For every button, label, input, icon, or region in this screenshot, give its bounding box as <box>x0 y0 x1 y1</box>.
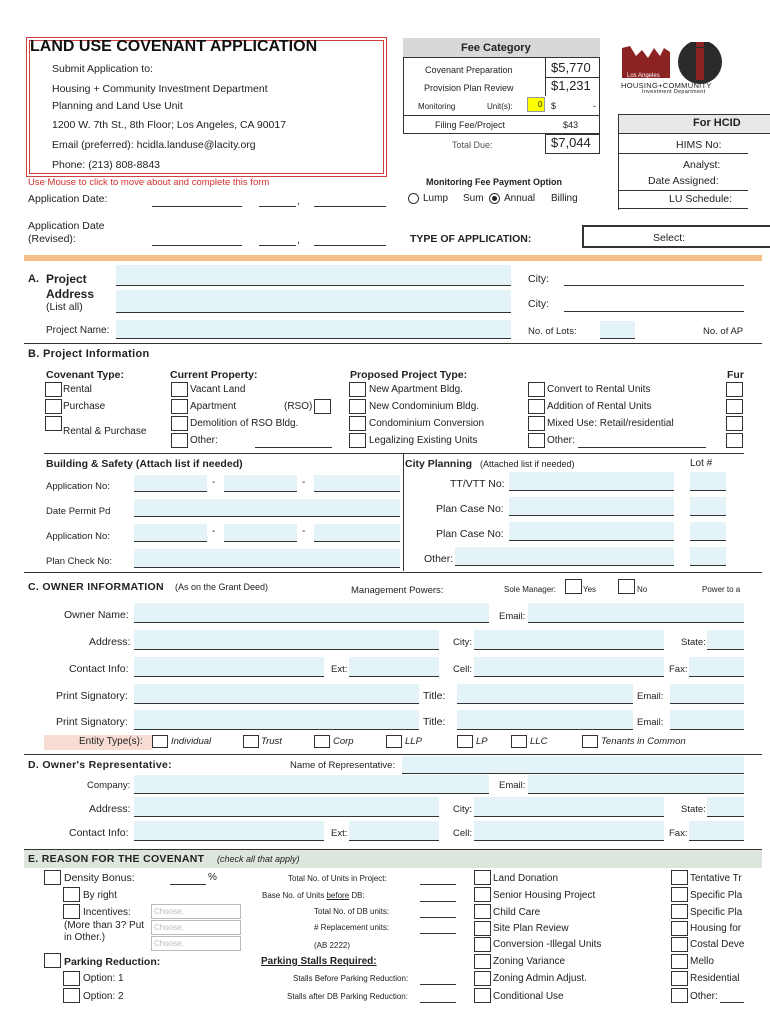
type-of-app-label: TYPE OF APPLICATION: <box>410 233 532 245</box>
other-property-field[interactable] <box>255 447 332 448</box>
rep-cell-label: Cell: <box>453 828 473 839</box>
housing-for-label: Housing for <box>690 923 742 934</box>
rep-company-label: Company: <box>87 780 131 791</box>
parking-stalls-label: Parking Stalls Required: <box>261 956 377 967</box>
residential-label: Residential <box>690 973 740 984</box>
provision-review-label: Provision Plan Review <box>424 83 514 93</box>
mouse-hint: Use Mouse to click to move about and complete this form <box>28 177 270 188</box>
ttvtt-field[interactable] <box>509 472 674 491</box>
signatory-email-label-2: Email: <box>637 717 664 728</box>
radio-annual-billing[interactable] <box>489 193 500 204</box>
monitoring-dollar: $ <box>551 101 557 111</box>
date-assigned-label: Date Assigned: <box>648 175 719 187</box>
conversion-checkbox[interactable] <box>474 937 491 952</box>
hcid-panel-title: For HCID <box>693 117 741 129</box>
section-c-title: C. OWNER INFORMATION <box>28 581 164 593</box>
specific2-label: Specific Pla <box>690 907 743 918</box>
other-property-label: Other: <box>190 435 218 446</box>
rep-contact-field[interactable] <box>134 821 324 841</box>
owner-city-field[interactable] <box>474 630 664 650</box>
specific1-checkbox[interactable] <box>671 887 688 902</box>
rep-ext-label: Ext: <box>331 828 348 839</box>
owner-email-label: Email: <box>499 611 526 622</box>
section-a-list-all: (List all) <box>46 301 83 313</box>
specific1-label: Specific Pla <box>690 890 743 901</box>
senior-label: Senior Housing Project <box>493 890 596 901</box>
logo-line-1: Los Angeles <box>627 73 660 79</box>
section-b-title: B. Project Information <box>28 348 150 360</box>
rep-cell-field[interactable] <box>474 821 664 841</box>
section-e-subtitle: (check all that apply) <box>217 854 300 864</box>
base-units-label: Base No. of Units before DB: <box>262 891 365 900</box>
title-label-1: Title: <box>423 690 446 702</box>
plan-case-label: Plan Case No: <box>436 503 504 515</box>
individual-checkbox[interactable] <box>152 735 168 748</box>
conversion-label: Conversion -Illegal Units <box>493 939 602 950</box>
option1-checkbox[interactable] <box>63 971 80 986</box>
owner-address-field[interactable] <box>134 630 439 650</box>
total-units-field[interactable] <box>420 884 456 885</box>
by-right-label: By right <box>83 890 117 901</box>
incentive-select-3-text: Choose. <box>154 939 184 948</box>
incentives-label: Incentives: <box>83 907 131 918</box>
print-signatory-label-1: Print Signatory: <box>56 690 128 702</box>
application-no2-field-c[interactable] <box>314 524 400 542</box>
sole-manager-label: Sole Manager: <box>504 585 557 594</box>
signatory-email-field-2[interactable] <box>670 710 744 730</box>
hcid-line <box>618 153 748 154</box>
rep-state-field[interactable] <box>707 797 744 817</box>
incentive-select-2-text: Choose. <box>154 923 184 932</box>
app-date-field[interactable] <box>314 206 386 207</box>
print-signatory-field-2[interactable] <box>134 710 419 730</box>
lot-field-3[interactable] <box>690 522 726 541</box>
in-other-label: in Other.) <box>64 932 106 943</box>
rental-purchase-checkbox[interactable] <box>45 416 62 431</box>
other-proposed-checkbox[interactable] <box>528 433 545 448</box>
submit-to: Submit Application to: <box>52 63 153 75</box>
name-rep-field[interactable] <box>402 756 744 774</box>
dash: - <box>212 526 216 537</box>
legalizing-checkbox[interactable] <box>349 433 366 448</box>
plan-check-label: Plan Check No: <box>46 556 113 567</box>
other-planning-field[interactable] <box>455 547 674 566</box>
app-date-revised-label-1: Application Date <box>28 220 105 232</box>
more-than-label: (More than 3? Put <box>64 920 145 931</box>
rental-checkbox[interactable] <box>45 382 62 397</box>
covenant-prep-label: Covenant Preparation <box>425 65 513 75</box>
vacant-land-checkbox[interactable] <box>171 382 188 397</box>
new-condo-label: New Condominium Bldg. <box>369 401 480 412</box>
base-units-field[interactable] <box>420 901 456 902</box>
owner-name-field[interactable] <box>134 603 489 623</box>
city-planning-label: City Planning <box>405 458 473 470</box>
title-field-1[interactable] <box>457 684 633 704</box>
trust-checkbox[interactable] <box>243 735 259 748</box>
llc-checkbox[interactable] <box>511 735 527 748</box>
covenant-type-label: Covenant Type: <box>46 369 124 381</box>
app-date-comma: , <box>297 196 300 207</box>
app-date-revised-field[interactable] <box>152 245 242 246</box>
parking-reduction-label: Parking Reduction: <box>64 956 161 968</box>
plan-check-field[interactable] <box>134 549 400 568</box>
type-of-app-select-text: Select: <box>653 232 686 244</box>
section-divider <box>24 343 762 344</box>
mgmt-powers-label: Management Powers: <box>351 585 444 596</box>
hcid-line <box>618 208 748 209</box>
application-no-label: Application No: <box>46 481 110 492</box>
app-date-revised-comma: , <box>297 235 300 246</box>
owner-name-label: Owner Name: <box>64 609 129 621</box>
name-rep-label: Name of Representative: <box>290 760 396 771</box>
application-no-field-a[interactable] <box>134 475 207 492</box>
costal-label: Costal Deve <box>690 939 745 950</box>
section-a-letter: A. <box>28 273 39 285</box>
purchase-checkbox[interactable] <box>45 399 62 414</box>
owner-fax-label: Fax: <box>669 664 688 675</box>
site-plan-label: Site Plan Review <box>493 923 569 934</box>
radio-sum-label: Sum <box>463 193 484 204</box>
section-divider <box>24 572 762 573</box>
demolition-label: Demolition of RSO Bldg. <box>190 418 299 429</box>
date-permit-field[interactable] <box>134 499 400 517</box>
contact-email: Email (preferred): hcidla.landuse@lacity.org <box>52 139 256 151</box>
app-date-revised-field[interactable] <box>314 245 386 246</box>
rental-purchase-label: Rental & Purchase <box>63 426 147 437</box>
project-address-field-2[interactable] <box>116 290 511 313</box>
senior-checkbox[interactable] <box>474 887 491 902</box>
ab-label: (AB 2222) <box>314 941 351 950</box>
app-date-revised-label-2: (Revised): <box>28 233 76 245</box>
costal-checkbox[interactable] <box>671 937 688 952</box>
project-city-field-2[interactable] <box>564 311 744 312</box>
section-b-vertical-divider <box>403 453 404 571</box>
density-bonus-checkbox[interactable] <box>44 870 61 885</box>
specific2-checkbox[interactable] <box>671 904 688 919</box>
cond-use-label: Conditional Use <box>493 991 564 1002</box>
sole-manager-yes-label: Yes <box>583 585 597 594</box>
cond-use-checkbox[interactable] <box>474 988 491 1003</box>
covenant-prep-value: $5,770 <box>551 60 591 75</box>
fur-label: Fur <box>727 369 744 381</box>
apartment-checkbox[interactable] <box>171 399 188 414</box>
by-right-checkbox[interactable] <box>63 887 80 902</box>
application-no2-field-a[interactable] <box>134 524 207 542</box>
ttvtt-label: TT/VTT No: <box>450 478 505 490</box>
entity-types-label: Entity Type(s): <box>79 736 143 747</box>
incentive-select-1-text: Choose. <box>154 907 184 916</box>
rep-email-label: Email: <box>499 780 526 791</box>
rep-city-label: City: <box>453 804 472 815</box>
llc-label: LLC <box>530 736 548 747</box>
units-label: Unit(s): <box>487 102 513 111</box>
dash: - <box>302 526 306 537</box>
rep-company-field[interactable] <box>134 775 489 794</box>
child-care-label: Child Care <box>493 907 541 918</box>
zoning-var-checkbox[interactable] <box>474 954 491 969</box>
other-reason-field[interactable] <box>720 1002 744 1003</box>
rep-address-label: Address: <box>89 803 131 815</box>
no-ap-label: No. of AP <box>703 326 744 337</box>
total-db-field[interactable] <box>420 917 456 918</box>
section-c-subtitle: (As on the Grant Deed) <box>175 582 269 592</box>
contact-phone: Phone: (213) 808-8843 <box>52 159 160 171</box>
sole-manager-yes-checkbox[interactable] <box>565 579 582 594</box>
lu-schedule-label: LU Schedule: <box>669 193 733 205</box>
stalls-before-field[interactable] <box>420 984 456 985</box>
analyst-label: Analyst: <box>683 159 721 171</box>
lp-label: LP <box>476 736 488 747</box>
other-planning-label: Other: <box>424 553 454 565</box>
lot-label: Lot # <box>690 458 713 469</box>
section-e-title: E. REASON FOR THE COVENANT <box>28 853 205 865</box>
date-permit-label: Date Permit Pd <box>46 506 111 517</box>
monitoring-label: Monitoring <box>418 102 456 111</box>
no-lots-field[interactable] <box>600 321 635 339</box>
owner-cell-field[interactable] <box>474 657 664 677</box>
convert-rental-checkbox[interactable] <box>528 382 545 397</box>
fee-category-title: Fee Category <box>461 42 531 54</box>
city-planning-note: (Attached list if needed) <box>480 459 575 469</box>
total-due-label: Total Due: <box>452 140 493 150</box>
vacant-land-label: Vacant Land <box>190 384 246 395</box>
owner-ext-field[interactable] <box>349 657 439 677</box>
new-apartment-label: New Apartment Bldg. <box>369 384 463 395</box>
owner-state-field[interactable] <box>707 630 744 650</box>
rep-ext-field[interactable] <box>349 821 439 841</box>
app-date-label: Application Date: <box>28 193 108 205</box>
sole-manager-no-checkbox[interactable] <box>618 579 635 594</box>
fur-checkbox-2[interactable] <box>726 399 743 414</box>
other-proposed-label: Other: <box>547 435 575 446</box>
rep-contact-label: Contact Info: <box>69 827 129 839</box>
other-property-checkbox[interactable] <box>171 433 188 448</box>
tentative-label: Tentative Tr <box>690 873 742 884</box>
apartment-label: Apartment <box>190 401 237 412</box>
fee-row-divider <box>403 115 600 116</box>
option1-label: Option: 1 <box>83 973 124 984</box>
zoning-var-label: Zoning Variance <box>493 956 566 967</box>
radio-lump-label: Lump <box>423 193 449 204</box>
fur-checkbox-4[interactable] <box>726 433 743 448</box>
other-reason-checkbox[interactable] <box>671 988 688 1003</box>
hcid-line <box>618 190 748 191</box>
density-bonus-percent-field[interactable] <box>170 884 206 885</box>
title-label-2: Title: <box>423 716 446 728</box>
signatory-email-field-1[interactable] <box>670 684 744 704</box>
rep-city-field[interactable] <box>474 797 664 817</box>
replacement-label: # Replacement units: <box>314 923 390 932</box>
plan-case2-field[interactable] <box>509 522 674 541</box>
filing-fee-value: $43 <box>563 120 579 130</box>
lp-checkbox[interactable] <box>457 735 473 748</box>
section-a-title-1: Project <box>46 272 87 286</box>
project-name-field[interactable] <box>116 320 511 339</box>
radio-lump-sum[interactable] <box>408 193 419 204</box>
logo-line-2: HOUSING+COMMUNITY <box>621 81 712 90</box>
rep-address-field[interactable] <box>134 797 439 817</box>
orange-divider <box>24 255 762 261</box>
legalizing-label: Legalizing Existing Units <box>369 435 478 446</box>
zoning-admin-checkbox[interactable] <box>474 971 491 986</box>
individual-label: Individual <box>171 736 212 747</box>
total-due-value: $7,044 <box>551 135 591 150</box>
dash: - <box>302 477 306 488</box>
no-lots-label: No. of Lots: <box>528 326 577 337</box>
tenants-checkbox[interactable] <box>582 735 598 748</box>
option2-checkbox[interactable] <box>63 988 80 1003</box>
site-plan-checkbox[interactable] <box>474 921 491 936</box>
print-signatory-label-2: Print Signatory: <box>56 716 128 728</box>
project-city-label-2: City: <box>528 298 549 310</box>
filing-fee-label: Filing Fee/Project <box>435 120 506 130</box>
corp-label: Corp <box>333 736 354 747</box>
owner-address-label: Address: <box>89 636 131 648</box>
app-date-field[interactable] <box>152 206 242 207</box>
project-name-label: Project Name: <box>46 325 110 336</box>
mello-checkbox[interactable] <box>671 954 688 969</box>
title-field-2[interactable] <box>457 710 633 730</box>
land-donation-checkbox[interactable] <box>474 870 491 885</box>
print-signatory-field-1[interactable] <box>134 684 419 704</box>
power-to-label: Power to a <box>702 585 741 594</box>
mello-label: Mello <box>690 956 714 967</box>
building-safety-label: Building & Safety (Attach list if needed) <box>46 458 243 470</box>
addition-rental-checkbox[interactable] <box>528 399 545 414</box>
project-city-field-1[interactable] <box>564 285 744 286</box>
corp-checkbox[interactable] <box>314 735 330 748</box>
application-no-field-c[interactable] <box>314 475 400 492</box>
other-reason-label: Other: <box>690 991 718 1002</box>
app-date-field[interactable] <box>259 206 296 207</box>
section-a-title-2: Address <box>46 287 95 301</box>
fur-checkbox-3[interactable] <box>726 416 743 431</box>
application-no2-field-b[interactable] <box>224 524 297 542</box>
proposed-type-label: Proposed Project Type: <box>350 369 468 381</box>
parking-reduction-checkbox[interactable] <box>44 953 61 968</box>
logo-line-3: Investment Department <box>642 89 706 95</box>
density-bonus-label: Density Bonus: <box>64 872 135 884</box>
rental-label: Rental <box>63 384 92 395</box>
section-d-title: D. Owner's Representative: <box>28 759 172 771</box>
stalls-after-label: Stalls after DB Parking Reduction: <box>287 992 408 1001</box>
convert-rental-label: Convert to Rental Units <box>547 384 651 395</box>
tentative-checkbox[interactable] <box>671 870 688 885</box>
address-line-2: Planning and Land Use Unit <box>52 100 183 112</box>
owner-contact-label: Contact Info: <box>69 663 129 675</box>
project-city-label-1: City: <box>528 273 549 285</box>
current-property-label: Current Property: <box>170 369 258 381</box>
trust-label: Trust <box>261 736 282 747</box>
rep-fax-field[interactable] <box>689 821 744 841</box>
condo-conversion-label: Condominium Conversion <box>369 418 485 429</box>
payment-option-title: Monitoring Fee Payment Option <box>426 177 563 187</box>
app-date-revised-field[interactable] <box>259 245 296 246</box>
section-divider <box>24 754 762 755</box>
purchase-label: Purchase <box>63 401 106 412</box>
stalls-before-label: Stalls Before Parking Reduction: <box>293 974 409 983</box>
total-units-label: Total No. of Units in Project: <box>288 874 387 883</box>
condo-conversion-checkbox[interactable] <box>349 416 366 431</box>
owner-email-field[interactable] <box>528 603 744 623</box>
addition-rental-label: Addition of Rental Units <box>547 401 652 412</box>
radio-annual-label: Annual <box>504 193 536 204</box>
lot-field-4[interactable] <box>690 547 726 566</box>
rep-fax-label: Fax: <box>669 828 688 839</box>
mixed-use-label: Mixed Use: Retail/residential <box>547 418 674 429</box>
page-title: LAND USE COVENANT APPLICATION <box>30 38 318 55</box>
option2-label: Option: 2 <box>83 991 124 1002</box>
zoning-admin-label: Zoning Admin Adjust. <box>493 973 587 984</box>
stalls-after-field[interactable] <box>420 1002 456 1003</box>
radio-billing-label: Billing <box>551 193 578 204</box>
lot-field-1[interactable] <box>690 472 726 491</box>
plan-case2-label: Plan Case No: <box>436 528 504 540</box>
rep-state-label: State: <box>681 804 706 815</box>
other-proposed-field[interactable] <box>578 447 706 448</box>
hcid-panel-divider <box>618 134 619 210</box>
owner-contact-field[interactable] <box>134 657 324 677</box>
dash: - <box>212 477 216 488</box>
project-address-field-1[interactable] <box>116 265 511 286</box>
demolition-checkbox[interactable] <box>171 416 188 431</box>
signatory-email-label-1: Email: <box>637 691 664 702</box>
owner-state-label: State: <box>681 637 706 648</box>
rep-email-field[interactable] <box>528 775 744 794</box>
address-line-1: Housing + Community Investment Department <box>52 83 268 95</box>
incentives-checkbox[interactable] <box>63 904 80 919</box>
new-condo-checkbox[interactable] <box>349 399 366 414</box>
density-bonus-percent: % <box>208 872 217 883</box>
rso-checkbox[interactable] <box>314 399 331 414</box>
application-no2-label: Application No: <box>46 531 110 542</box>
owner-fax-field[interactable] <box>689 657 744 677</box>
fur-checkbox-1[interactable] <box>726 382 743 397</box>
application-no-field-b[interactable] <box>224 475 297 492</box>
total-db-label: Total No. of DB units: <box>314 907 390 916</box>
tenants-label: Tenants in Common <box>601 736 686 747</box>
mixed-use-checkbox[interactable] <box>528 416 545 431</box>
plan-case-field[interactable] <box>509 497 674 516</box>
owner-city-label: City: <box>453 637 472 648</box>
new-apartment-checkbox[interactable] <box>349 382 366 397</box>
lot-field-2[interactable] <box>690 497 726 516</box>
rso-label: (RSO) <box>284 401 313 412</box>
monitoring-value: - <box>593 101 596 111</box>
provision-review-value: $1,231 <box>551 78 591 93</box>
sole-manager-no-label: No <box>637 585 648 594</box>
llp-checkbox[interactable] <box>386 735 402 748</box>
hims-label: HIMS No: <box>676 139 722 151</box>
residential-checkbox[interactable] <box>671 971 688 986</box>
child-care-checkbox[interactable] <box>474 904 491 919</box>
replacement-field[interactable] <box>420 933 456 934</box>
land-donation-label: Land Donation <box>493 873 559 884</box>
owner-cell-label: Cell: <box>453 664 473 675</box>
section-b-subdivider <box>44 453 744 454</box>
housing-for-checkbox[interactable] <box>671 921 688 936</box>
address-line-3: 1200 W. 7th St., 8th Floor; Los Angeles, CA 90017 <box>52 119 287 131</box>
llp-label: LLP <box>405 736 422 747</box>
owner-ext-label: Ext: <box>331 664 348 675</box>
units-value: 0 <box>538 100 543 109</box>
